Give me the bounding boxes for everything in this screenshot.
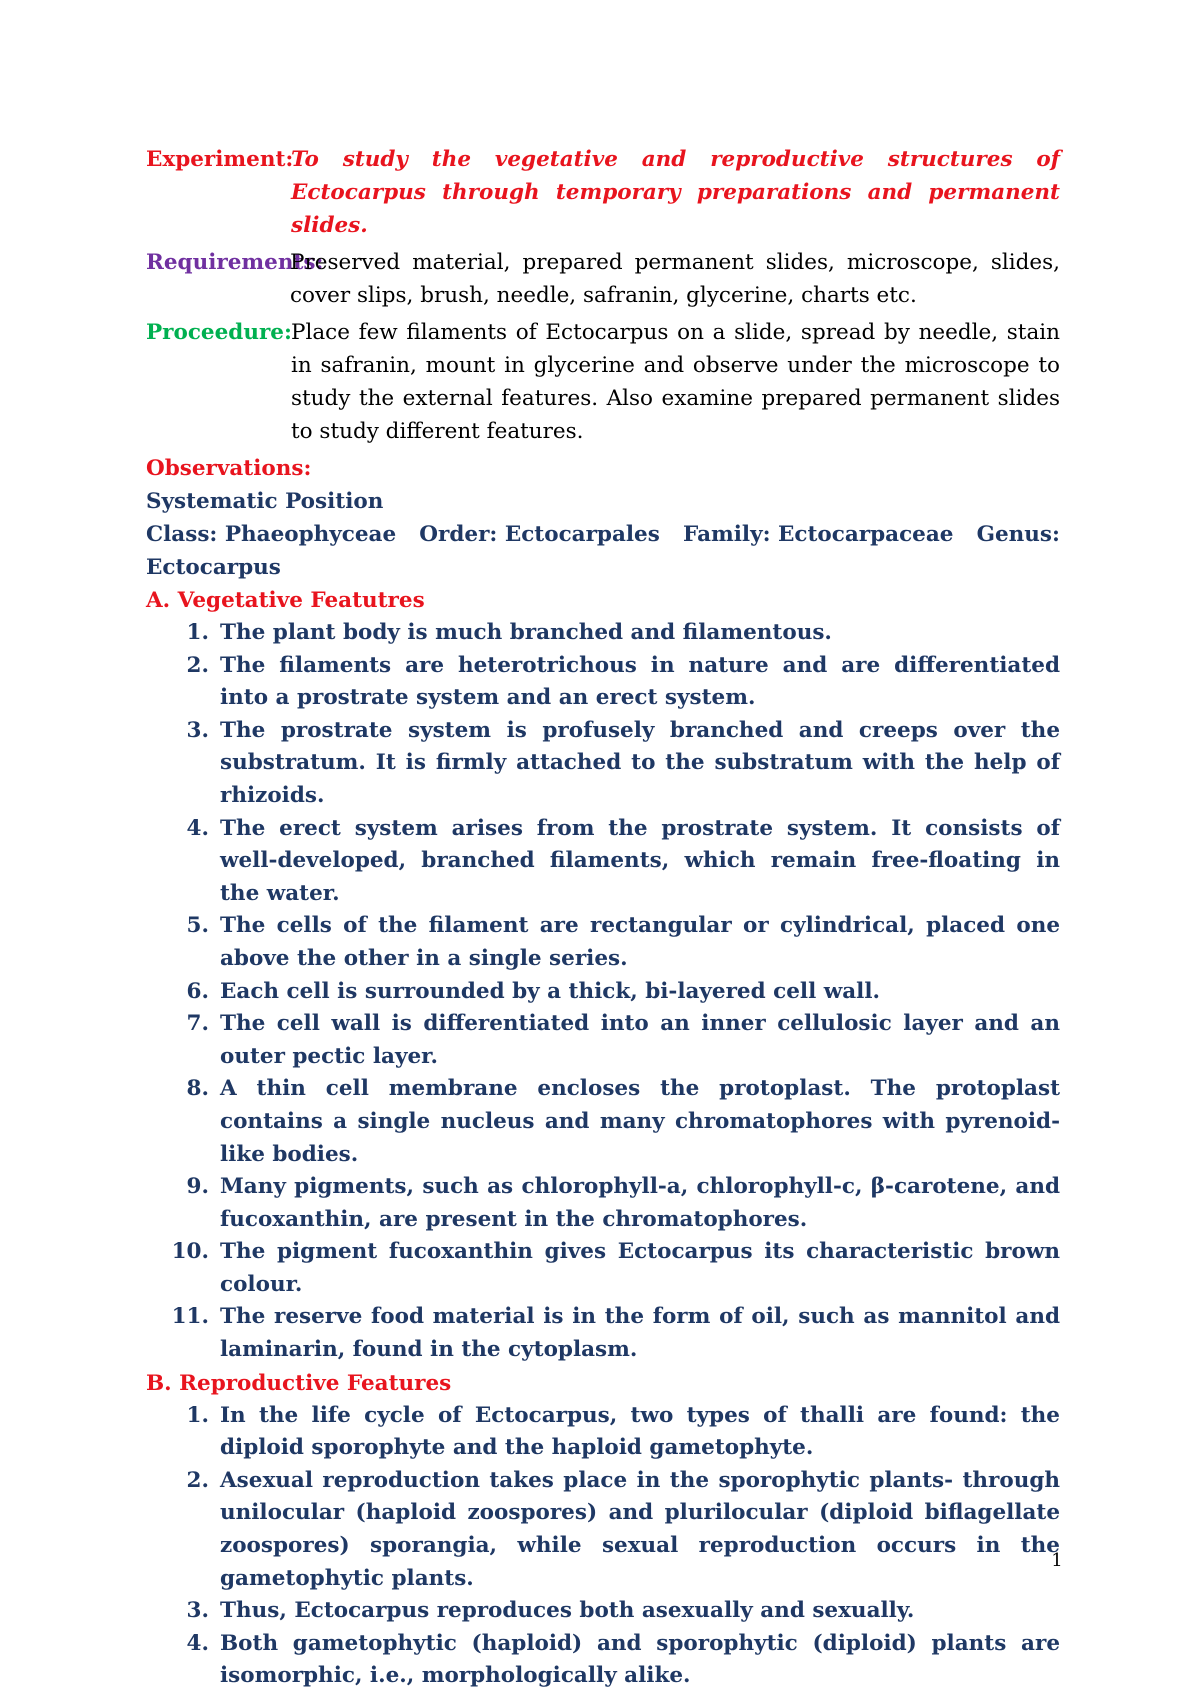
procedure-label: Proceedure: — [146, 320, 292, 345]
list-item: 8. A thin cell membrane encloses the protoplast. The protoplast contains a single nucleus and many chromatophores with pyrenoid-like bodies. — [186, 1076, 1060, 1167]
page-number: 1 — [1051, 1550, 1063, 1571]
procedure-block — [146, 316, 1060, 448]
list-item: 9. Many pigments, such as chlorophyll-a, chlorophyll-c, β-carotene, and fucoxanthin, are present in the chromatophores. — [186, 1174, 1060, 1232]
list-item: 6. Each cell is surrounded by a thick, bi-layered cell wall. — [186, 978, 880, 1004]
list-item: 3. Thus, Ectocarpus reproduces both asexually and sexually. — [186, 1598, 915, 1624]
genus-value: Ectocarpus — [146, 555, 281, 580]
page-content — [146, 143, 1060, 1693]
reproductive-heading: B. Reproductive Features — [146, 1370, 452, 1396]
order-text: Order: Ectocarpales — [419, 522, 660, 547]
list-item: 3. The prostrate system is profusely branched and creeps over the substratum. It is firmly attached to the substratum with the help of rhizoids. — [186, 717, 1060, 808]
list-item: 5. The cells of the filament are rectangular or cylindrical, placed one above the other in a single series. — [186, 913, 1060, 971]
systematic-position-heading: Systematic Position — [146, 489, 384, 514]
list-item: 1. The plant body is much branched and filamentous. — [186, 620, 832, 645]
experiment-text: To study the vegetative and reproductive structures of Ectocarpus through temporary preparations and permanent slides. — [291, 147, 1060, 238]
observations-heading: Observations: — [146, 456, 312, 481]
vegetative-heading: A. Vegetative Featutres — [146, 588, 425, 613]
list-item: 11. The reserve food material is in the form of oil, such as mannitol and laminarin, found in the cytoplasm. — [171, 1304, 1060, 1363]
list-item: 1. In the life cycle of Ectocarpus, two types of thalli are found: the diploid sporophyte and the haploid gametophyte. — [186, 1402, 1060, 1461]
requirements-block — [146, 246, 1060, 312]
list-item: 4. The erect system arises from the prostrate system. It consists of well-developed, branched filaments, which remain free-floating in the water. — [186, 815, 1060, 906]
list-item: 10. The pigment fucoxanthin gives Ectocarpus its characteristic brown colour. — [171, 1239, 1060, 1297]
experiment-block — [146, 143, 1060, 242]
genus-label: Genus: — [976, 522, 1060, 547]
list-item: 7. The cell wall is differentiated into an inner cellulosic layer and an outer pectic layer. — [186, 1011, 1060, 1069]
requirements-text: Preserved material, prepared permanent slides, microscope, slides, cover slips, brush, needle, safranin, glycerine, charts etc. — [290, 250, 1060, 308]
family-text: Family: Ectocarpaceae — [682, 522, 954, 547]
procedure-text: Place few filaments of Ectocarpus on a slide, spread by needle, stain in safranin, mount in glycerine and observe under the microscope to study the external features. Also examine prepared permanent slides to study different features. — [291, 320, 1060, 444]
list-item: 2. The filaments are heterotrichous in nature and are differentiated into a prostrate system and an erect system. — [186, 652, 1060, 711]
reproductive-list — [146, 1400, 1060, 1693]
vegetative-list — [146, 617, 1060, 1367]
requirements-label: Requirements: — [146, 250, 324, 275]
list-item: 2. Asexual reproduction takes place in the sporophytic plants- through unilocular (haploid zoospores) and plurilocular (diploid biflagellate zoospores) sporangia, while sexual reproduction occurs in the gametophytic plants. — [186, 1467, 1060, 1591]
systematic-position-row — [146, 518, 1060, 551]
experiment-label: Experiment: — [146, 147, 294, 172]
class-text: Class: Phaeophyceae — [146, 522, 397, 547]
list-item: 4. Both gametophytic (haploid) and sporophytic (diploid) plants are isomorphic, i.e., morphologically alike. — [186, 1630, 1060, 1689]
